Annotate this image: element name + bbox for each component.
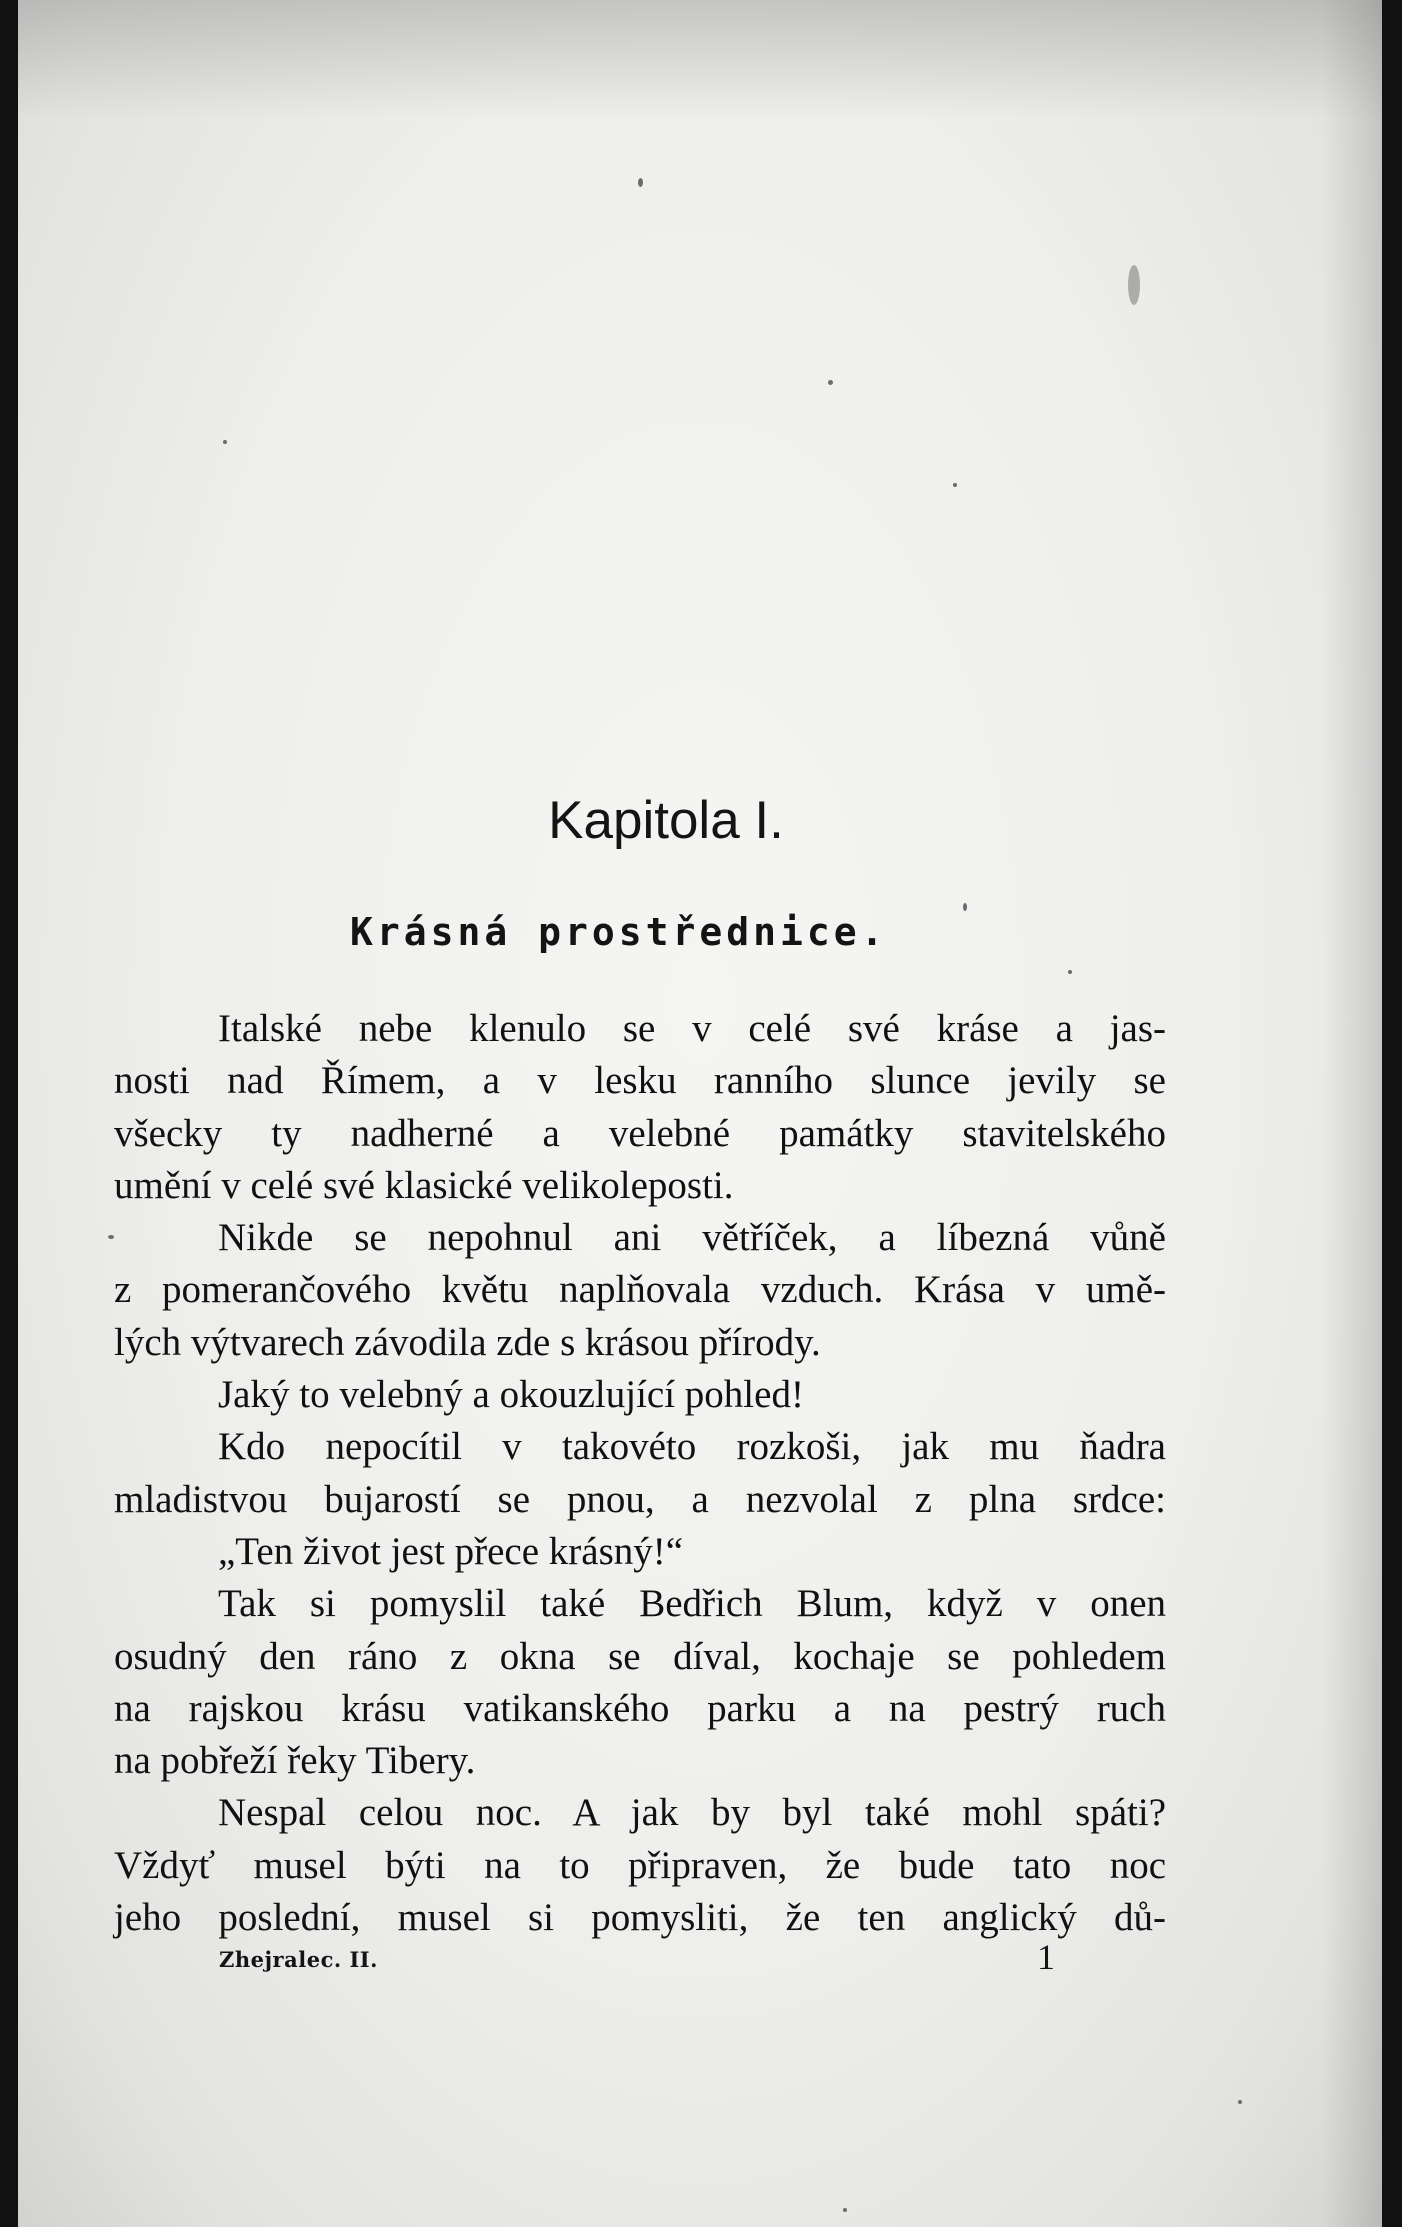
text-line: z pomerančového květu naplňovala vzduch. Krása v umě- xyxy=(114,1268,1166,1312)
text-line: „Ten život jest přece krásný!“ xyxy=(218,1529,684,1573)
paper-speck xyxy=(1128,265,1140,305)
text-line: umění v celé své klasické velikoleposti. xyxy=(114,1163,734,1207)
page-number: 1 xyxy=(1037,1937,1055,1977)
paper-speck xyxy=(828,380,833,385)
text-line: na pobřeží řeky Tibery. xyxy=(114,1739,476,1783)
text-line: Tak si pomyslil také Bedřich Blum, když v onen xyxy=(218,1582,1166,1626)
text-line: nosti nad Římem, a v lesku ranního slunce jevily se xyxy=(114,1059,1166,1103)
chapter-title xyxy=(0,790,1402,851)
chapter-body xyxy=(114,1003,1166,1944)
paper-speck xyxy=(223,440,227,444)
text-line: jeho poslední, musel si pomysliti, že ten anglický dů- xyxy=(114,1896,1166,1940)
text-line: na rajskou krásu vatikanského parku a na pestrý ruch xyxy=(114,1686,1166,1730)
text-line: všecky ty nadherné a velebné památky stavitelského xyxy=(114,1111,1166,1155)
paper-speck xyxy=(963,903,967,911)
text-line: Italské nebe klenulo se v celé své kráse a jas- xyxy=(218,1007,1166,1050)
text-line: Nikde se nepohnul ani větříček, a líbezná vůně xyxy=(218,1216,1166,1260)
text-line: Kdo nepocítil v takovéto rozkoši, jak mu ňadra xyxy=(218,1425,1166,1469)
page-edge-shadow xyxy=(1382,0,1402,2227)
text-line: osudný den ráno z okna se díval, kochaje se pohledem xyxy=(114,1634,1166,1678)
paper-speck xyxy=(843,2208,847,2212)
printer-signature: Zhejralec. II. xyxy=(219,1947,378,1972)
paper-speck xyxy=(953,483,957,487)
paper-speck xyxy=(1238,2100,1242,2104)
chapter-subtitle: Krásná prostřednice. xyxy=(350,910,888,954)
text-line: Jaký to velebný a okouzlující pohled! xyxy=(218,1373,804,1417)
text-line: Nespal celou noc. A jak by byl také mohl spáti? xyxy=(218,1791,1166,1835)
text-line: mladistvou bujarostí se pnou, a nezvolal z plna srdce: xyxy=(114,1477,1166,1521)
text-line: Vždyť musel býti na to připraven, že bude tato noc xyxy=(114,1843,1166,1887)
text-line: lých výtvarech závodila zde s krásou přírody. xyxy=(114,1320,821,1364)
paper-speck xyxy=(1068,970,1072,974)
paper-speck xyxy=(638,178,643,187)
book-spine-shadow xyxy=(0,0,18,2227)
chapter-title-text: Kapitola I. xyxy=(548,791,784,850)
